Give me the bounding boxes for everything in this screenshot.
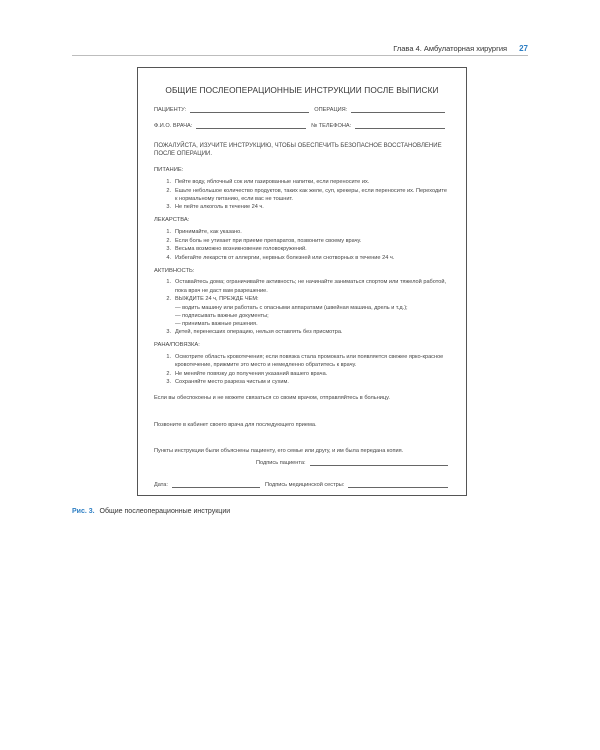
activity-sub-item: — подписывать важные документы; [175,313,269,320]
patient-signature-row [256,459,453,467]
list-item: 3. Сохраняйте место разреза чистым и сухим. [166,379,289,386]
followup-paragraph: Позвоните в кабинет своего врача для последующего приема. [154,421,317,428]
list-item: 1. Оставайтесь дома; ограничивайте активность; не начинайте заниматься спортом или тяжелой работой, пока врач не даст вам разрешение. [166,279,447,294]
patient-field-line[interactable] [190,106,309,113]
intro-text: ПОЖАЛУЙСТА, ИЗУЧИТЕ ИНСТРУКЦИЮ, ЧТОБЫ ОБЕСПЕЧИТЬ БЕЗОПАСНОЕ ВОССТАНОВЛЕНИЕ ПОСЛЕ ОПЕРАЦИИ. [154,143,442,158]
activity-sub-item: — водить машину или работать с опасными аппаратами (швейная машина, дрель и т.д.); [175,304,408,311]
instruction-form [137,67,467,496]
date-nurse-row [154,481,453,489]
date-line[interactable] [172,481,260,488]
list-item: 3. Не пейте алкоголь в течение 24 ч. [166,204,264,211]
wound-list [154,353,450,387]
phone-field-line[interactable] [355,122,445,129]
nutrition-title: ПИТАНИЕ: [154,167,184,174]
patient-signature-label: Подпись пациента: [256,460,306,466]
doctor-phone-row [154,122,450,130]
list-item: 1. Принимайте, как указано. [166,228,242,235]
doctor-field-line[interactable] [196,122,306,129]
list-item: 2. ВЫЖДИТЕ 24 ч, ПРЕЖДЕ ЧЕМ: [166,296,259,303]
hospital-paragraph: Если вы обеспокоены и не можете связаться со своим врачом, отправляйтесь в больницу. [154,395,390,402]
caption-text: Общие послеоперационные инструкции [99,508,231,515]
medication-list [154,228,450,262]
list-item: 3. Весьма возможно возникновение головокружений. [166,246,307,253]
activity-title: АКТИВНОСТЬ: [154,268,195,275]
header-rule [72,55,528,56]
list-item: 4. Избегайте лекарств от аллергии, нервных болезней или снотворных в течение 24 ч. [166,254,395,261]
list-item: 2. Если боль не утихает при приеме препаратов, позвоните своему врачу. [166,237,362,244]
figure-caption [72,508,230,515]
list-item: 2. Не меняйте повязку до получения указаний вашего врача. [166,370,328,377]
list-item: 3. Детей, перенесших операцию, нельзя оставлять без присмотра. [166,329,343,336]
phone-label: № ТЕЛЕФОНА: [311,123,352,130]
patient-label: ПАЦИЕНТУ: [154,107,187,114]
chapter-title: Глава 4. Амбулаторная хирургия [393,44,508,53]
activity-list [154,278,450,336]
operation-label: ОПЕРАЦИЯ: [314,107,348,114]
patient-operation-row [154,106,450,114]
patient-signature-line[interactable] [310,459,448,466]
nutrition-list [154,178,450,212]
form-title: ОБЩИЕ ПОСЛЕОПЕРАЦИОННЫЕ ИНСТРУКЦИИ ПОСЛЕ ВЫПИСКИ [165,85,439,95]
list-item: 2. Ешьте небольшое количество продуктов, таких как желе, суп, крекеры, если переносите их. Переходите к нормальному питанию, если вас не тошнит. [166,187,447,202]
doctor-label: Ф.И.О. ВРАЧА: [154,123,193,130]
running-header [393,44,528,53]
medication-title: ЛЕКАРСТВА: [154,217,190,224]
page-number: 27 [519,44,528,53]
nurse-signature-line[interactable] [348,481,448,488]
nurse-signature-label: Подпись медицинской сестры: [264,482,345,488]
activity-sub-item: — принимать важные решения. [175,321,258,328]
explained-paragraph: Пункты инструкции были объяснены пациенту, его семье или другу, и им была передана копия. [154,447,404,454]
wound-title: РАНА/ПОВЯЗКА: [154,342,200,349]
date-label: Дата: [154,482,168,488]
list-item: 1. Пейте воду, яблочный сок или газированные напитки, если переносите их. [166,178,370,185]
list-item: 1. Осмотрите область кровотечения; если повязка стала промокать или появляется свежее ярко-красное кровотечение, прижмите это место и немедленно обратитесь к врачу. [166,353,444,368]
caption-label: Рис. 3. [72,508,95,515]
operation-field-line[interactable] [351,106,445,113]
